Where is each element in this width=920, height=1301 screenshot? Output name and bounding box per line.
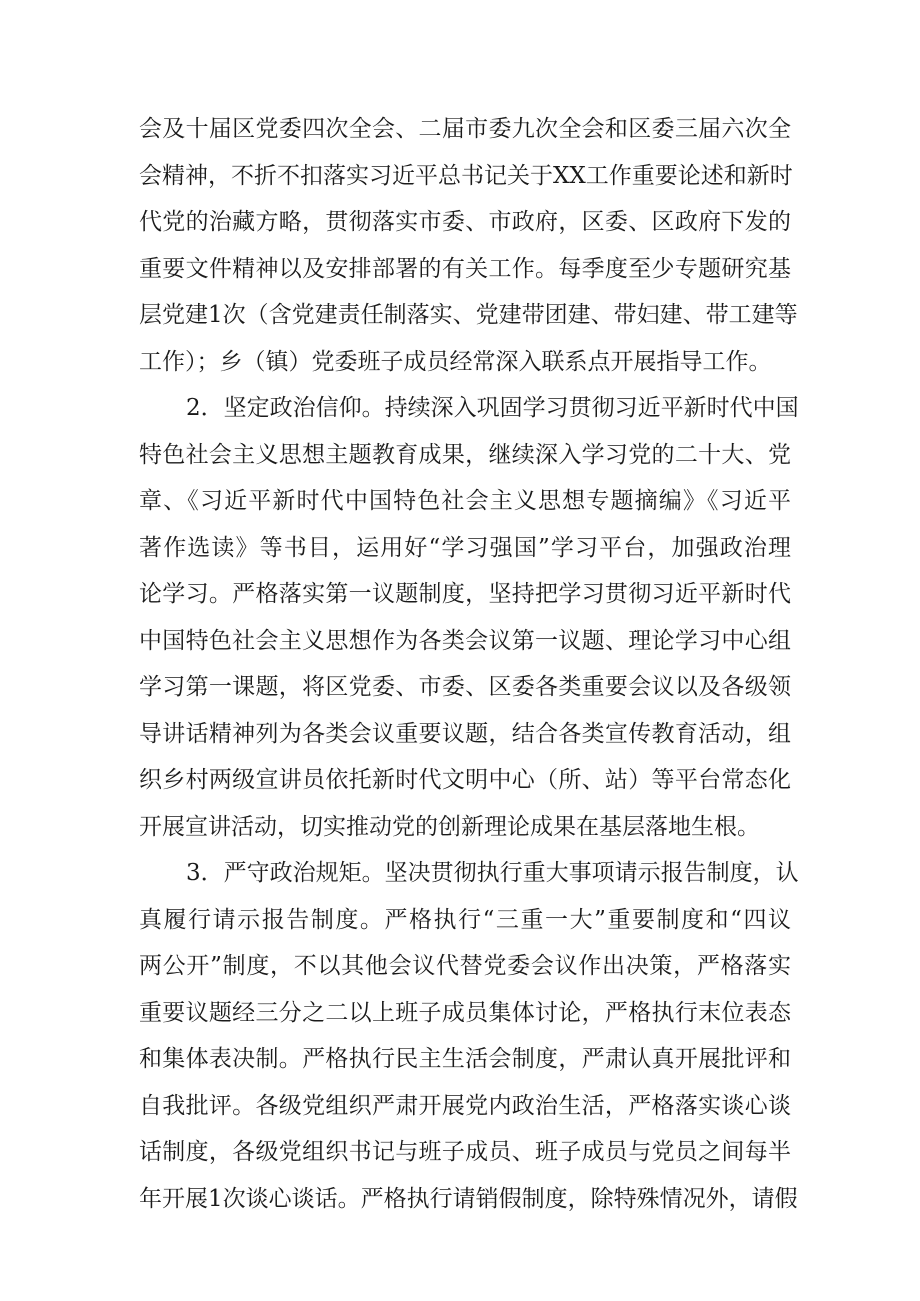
text-line: 重要文件精神以及安排部署的有关工作。每季度至少专题研究基: [139, 256, 791, 282]
text-line: 学习第一课题，将区党委、市委、区委各类重要会议以及各级领: [139, 674, 791, 700]
text-line: 织乡村两级宣讲员依托新时代文明中心（所、站）等平台常态化: [139, 767, 791, 793]
text-line: 年开展1次谈心谈话。严格执行请销假制度，除特殊情况外，请假: [139, 1186, 798, 1212]
text-line: 会精神，不折不扣落实习近平总书记关于XX工作重要论述和新时: [139, 163, 793, 189]
text-line: 章、《习近平新时代中国特色社会主义思想专题摘编》《习近平: [139, 488, 791, 514]
paragraph-heading-line: 2．坚定政治信仰。持续深入巩固学习贯彻习近平新时代中国: [186, 395, 799, 421]
text-line: 真履行请示报告制度。严格执行“三重一大”重要制度和“四议: [139, 907, 791, 933]
text-line: 代党的治藏方略，贯彻落实市委、市政府，区委、区政府下发的: [139, 209, 791, 235]
text-line: 两公开”制度，不以其他会议代替党委会议作出决策，严格落实: [139, 953, 791, 979]
text-line: 中国特色社会主义思想作为各类会议第一议题、理论学习中心组: [139, 628, 791, 654]
text-line: 话制度，各级党组织书记与班子成员、班子成员与党员之间每半: [139, 1139, 791, 1165]
text-line: 和集体表决制。严格执行民主生活会制度，严肃认真开展批评和: [139, 1046, 791, 1072]
text-line: 著作选读》等书目，运用好“学习强国”学习平台，加强政治理: [139, 535, 791, 561]
text-line: 导讲话精神列为各类会议重要议题，结合各类宣传教育活动，组: [139, 721, 791, 747]
text-line: 会及十届区党委四次全会、二届市委九次全会和区委三届六次全: [139, 116, 791, 142]
text-line: 开展宣讲活动，切实推动党的创新理论成果在基层落地生根。: [139, 814, 760, 840]
paragraph-heading-line: 3．严守政治规矩。坚决贯彻执行重大事项请示报告制度，认: [186, 860, 799, 886]
text-line: 自我批评。各级党组织严肃开展党内政治生活，严格落实谈心谈: [139, 1093, 791, 1119]
text-line: 工作）；乡（镇）党委班子成员经常深入联系点开展指导工作。: [139, 349, 772, 375]
text-line: 层党建1次（含党建责任制落实、党建带团建、带妇建、带工建等: [139, 302, 798, 328]
text-line: 特色社会主义思想主题教育成果，继续深入学习党的二十大、党: [139, 442, 791, 468]
text-line: 重要议题经三分之二以上班子成员集体讨论，严格执行末位表态: [139, 1000, 791, 1026]
text-line: 论学习。严格落实第一议题制度，坚持把学习贯彻习近平新时代: [139, 581, 791, 607]
